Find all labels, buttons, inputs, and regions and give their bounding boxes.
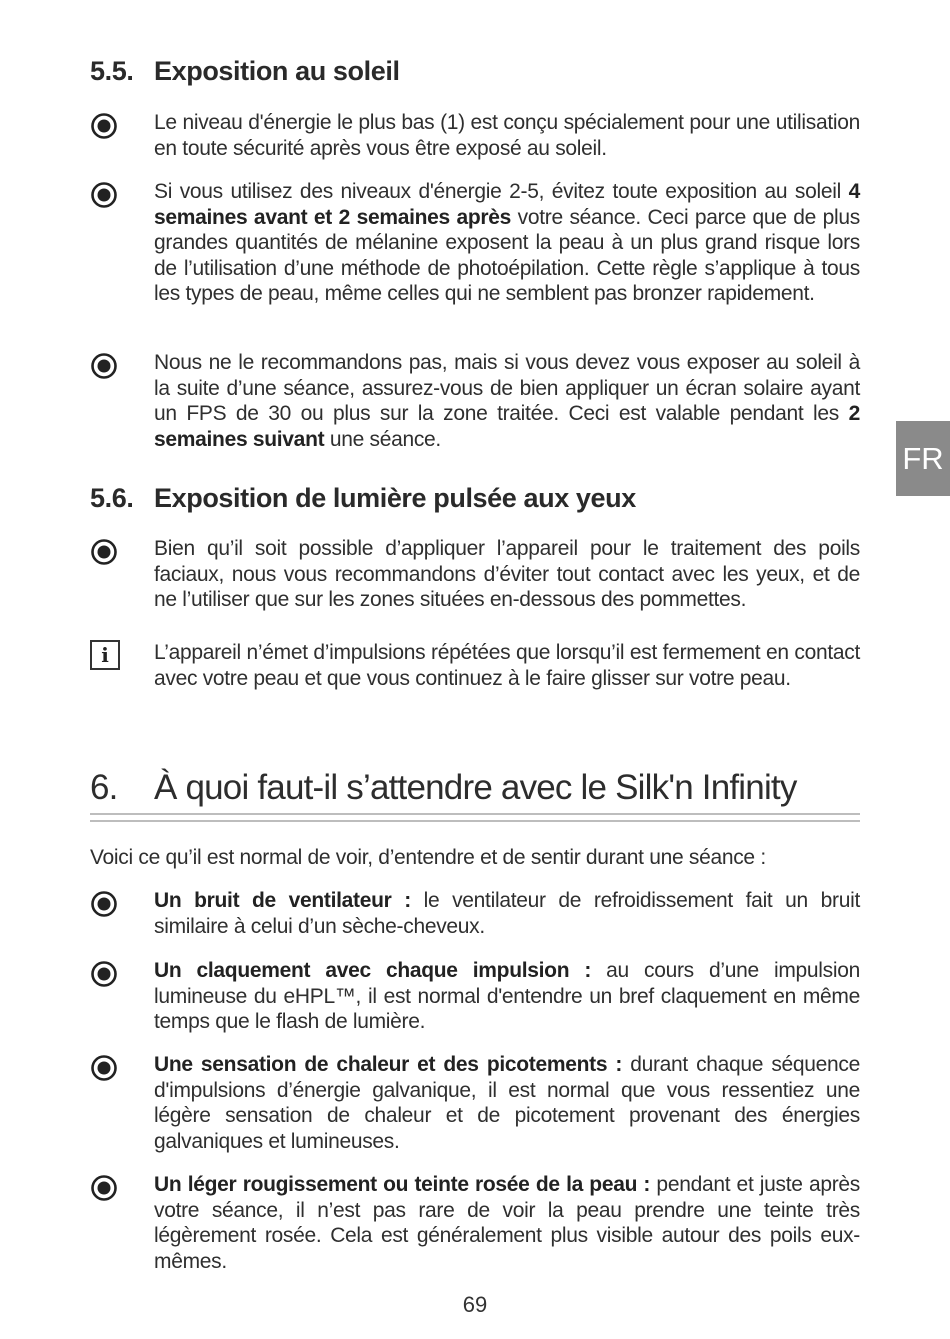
bold-emphasis: 2 semaines suivant [154, 402, 860, 451]
radio-bullet-icon [90, 960, 118, 988]
text-run: pendant et juste après votre séance, il n’est pas rare de voir la peau prendre une teinte très légèrement rosée. Cela est généralement plus visible autour des poils eux-mêmes. [154, 1173, 860, 1273]
info-note [90, 640, 860, 691]
text-run: durant chaque séquence d'impulsions d’énergie galvanique, il est normal que vous ressentiez une légère sensation de chaleur et de picotement provenant des énergies galvaniques et lumineuses. [154, 1053, 861, 1153]
bold-emphasis: Un léger rougissement ou teinte rosée de la peau : [154, 1173, 651, 1196]
text-run: votre séance. Ceci parce que de plus grandes quantités de mélanine exposent la peau à un plus grand risque lors de l’utilisation d’une méthode de photoépilation. Cette règle s’applique à tous les types de peau, même celles qui ne semblent pas bronzer rapidement. [154, 205, 860, 306]
list-item [90, 958, 860, 1035]
info-icon-glyph: i [90, 640, 120, 670]
list-item-text [154, 110, 860, 161]
text-run: une séance. [324, 427, 441, 451]
list-item-text [154, 888, 860, 939]
text-run: au cours d’une impulsion lumineuse du eHPL™, il est normal d'entendre un bref claquement en même temps que le flash de lumière. [154, 959, 860, 1034]
section-title: Exposition de lumière pulsée aux yeux [154, 483, 636, 513]
bold-emphasis: 4 semaines avant et 2 semaines après [154, 180, 860, 229]
text-run: le ventilateur de refroidissement fait un bruit similaire à celui d’un sèche-cheveux. [154, 889, 861, 938]
text-run: Nous ne le recommandons pas, mais si vous devez vous exposer au soleil à la suite d’une séance, assurez-vous de bien appliquer un écran solaire ayant un FPS de 30 ou plus sur la zone traitée. Ceci est valable pendant les [154, 351, 860, 426]
list-item-text [154, 536, 860, 613]
bold-emphasis: Une sensation de chaleur et des picotements : [154, 1053, 623, 1076]
section-title: Exposition au soleil [154, 56, 400, 86]
chapter-underline-divider [90, 813, 860, 822]
list-item [90, 1172, 860, 1274]
info-note-text: L’appareil n’émet d’impulsions répétées que lorsqu’il est fermement en contact avec votre peau et que vous continuez à le faire glisser sur votre peau. [154, 641, 860, 690]
list-item-text [154, 179, 860, 307]
radio-bullet-icon [90, 538, 118, 566]
chapter-intro: Voici ce qu’il est normal de voir, d’entendre et de sentir durant une séance : [90, 846, 766, 869]
section-heading-5-5 [90, 56, 400, 87]
list-item [90, 350, 860, 452]
list-item-text [154, 1052, 860, 1154]
list-item [90, 110, 860, 161]
chapter-title: À quoi faut-il s’attendre avec le Silk'n Infinity [154, 768, 797, 807]
section-heading-5-6 [90, 483, 636, 514]
text-run: Si vous utilisez des niveaux d'énergie 2-5, évitez toute exposition au soleil [154, 180, 849, 203]
list-item-text [154, 958, 860, 1035]
radio-bullet-icon [90, 1174, 118, 1202]
section-number: 5.5. [90, 56, 134, 86]
list-item-text [154, 350, 860, 452]
list-item-text [154, 1172, 860, 1274]
chapter-heading-6 [90, 768, 797, 808]
radio-bullet-icon [90, 352, 118, 380]
radio-bullet-icon [90, 181, 118, 209]
text-run: Le niveau d'énergie le plus bas (1) est conçu spécialement pour une utilisation en toute sécurité après vous être exposé au soleil. [154, 111, 860, 160]
chapter-number: 6. [90, 768, 118, 807]
text-run: Bien qu’il soit possible d’appliquer l’appareil pour le traitement des poils faciaux, nous vous recommandons d’éviter tout contact avec les yeux, et de ne l’utiliser que sur les zones situées en-dessous des pommettes. [154, 537, 860, 612]
info-icon [90, 640, 118, 668]
list-item [90, 179, 860, 307]
radio-bullet-icon [90, 890, 118, 918]
section-number: 5.6. [90, 483, 134, 513]
bold-emphasis: Un claquement avec chaque impulsion : [154, 959, 592, 982]
radio-bullet-icon [90, 112, 118, 140]
bold-emphasis: Un bruit de ventilateur : [154, 889, 411, 912]
list-item [90, 888, 860, 939]
list-item [90, 1052, 860, 1154]
page-number: 69 [462, 1292, 488, 1317]
radio-bullet-icon [90, 1054, 118, 1082]
list-item [90, 536, 860, 613]
language-tab: FR [896, 421, 950, 496]
